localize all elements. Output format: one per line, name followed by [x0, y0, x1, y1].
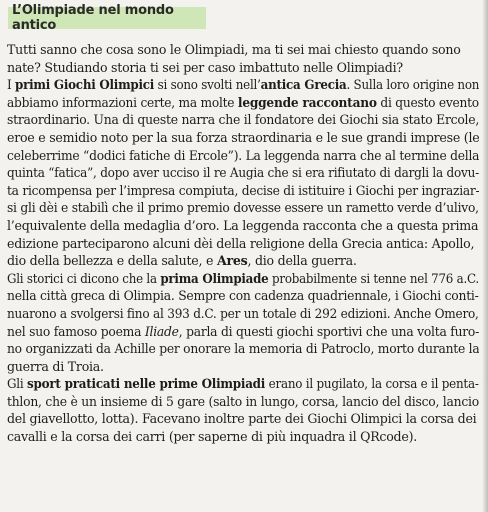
text-span: cavalli e la corsa dei carri (per saperne di più inquadra il QRcode). — [7, 429, 417, 445]
text-span: Tutti sanno che cosa sono le Olimpiadi, ma ti sei mai chiesto quando sono — [7, 42, 461, 57]
text-line — [7, 270, 479, 288]
text-span: celeberrime “dodici fatiche di Ercole”). La leggenda narra che al termine della — [7, 147, 479, 163]
bold-text: prima Olimpiade — [160, 270, 269, 286]
text-span: erano il pugilato, la corsa e il penta- — [265, 376, 479, 392]
text-span: , parla di questi giochi sportivi che una volta furo- — [178, 323, 479, 339]
section-heading-box — [8, 3, 206, 33]
text-line — [7, 94, 479, 112]
text-span: nate? Studiando storia ti sei per caso imbattuto nelle Olimpiadi? — [7, 59, 403, 75]
text-span: edizione parteciparono alcuni dèi della religione della Grecia antica: Apollo, — [7, 235, 475, 251]
text-line — [7, 287, 479, 305]
page-edge-shadow — [482, 0, 488, 512]
bold-text: leggende raccontano — [237, 94, 377, 110]
text-line — [7, 375, 479, 393]
text-span: thlon, che è un insieme di 5 gare (salto in lungo, corsa, lancio del disco, lancio — [7, 393, 479, 409]
text-line — [7, 410, 479, 428]
text-line — [7, 147, 479, 165]
text-span: nuarono a svolgersi fino al 393 d.C. per un totale di 292 edizioni. Anche Omero, — [7, 305, 479, 321]
text-line — [7, 235, 479, 253]
text-line — [7, 428, 479, 446]
text-line — [7, 358, 479, 376]
text-line — [7, 129, 479, 147]
text-line — [7, 340, 479, 358]
text-span: . Sulla loro origine non — [346, 77, 479, 93]
text-line — [7, 182, 479, 200]
text-span: guerra di Troia. — [7, 358, 104, 374]
text-span: , dio della guerra. — [247, 253, 357, 269]
text-span: si sono svolti nell’ — [154, 77, 261, 93]
text-span: si gli dèi e stabilì che il primo premio dovesse essere un rametto verde d’ulivo, — [7, 200, 479, 216]
text-span: eroe e semidio noto per la sua forza straordinaria e le sue grandi imprese (le — [7, 129, 479, 145]
bold-text: primi Giochi Olimpici — [15, 77, 155, 93]
text-line — [7, 59, 479, 77]
text-span: probabilmente si tenne nel 776 a.C. — [268, 270, 479, 286]
text-line — [7, 393, 479, 411]
text-span: Gli storici ci dicono che la — [7, 270, 161, 286]
body-text — [7, 41, 479, 446]
text-span: dio della bellezza e della salute, e — [7, 253, 217, 269]
text-span: no organizzati da Achille per onorare la memoria di Patroclo, morto durante la — [7, 341, 479, 357]
text-span: Gli — [7, 376, 28, 392]
text-span: quinta “fatica”, dopo aver ucciso il re Augia che si era rifiutato di dargli la dovu- — [7, 165, 479, 181]
text-line — [7, 76, 479, 94]
text-line — [7, 217, 479, 235]
text-span: I — [7, 77, 16, 93]
bold-text: sport praticati nelle prime Olimpiadi — [27, 376, 266, 392]
text-span: l’equivalente della medaglia d’oro. La leggenda racconta che a questa prima — [7, 217, 479, 233]
text-span: ta ricompensa per l’impresa compiuta, decise di istituire i Giochi per ingraziar- — [7, 182, 479, 198]
text-line — [7, 323, 479, 341]
text-span: abbiamo informazioni certe, ma molte — [7, 94, 238, 110]
text-line — [7, 199, 479, 217]
text-span: di questo evento — [376, 94, 479, 110]
text-line — [7, 164, 479, 182]
text-line — [7, 41, 479, 59]
bold-text: Ares — [216, 253, 248, 269]
section-heading: L’Olimpiade nel mondo antico — [12, 3, 174, 33]
text-line — [7, 305, 479, 323]
bold-text: antica Grecia — [260, 77, 347, 93]
italic-text: Iliade — [144, 323, 179, 339]
text-span: straordinario. Una di queste narra che il fondatore dei Giochi sia stato Ercole, — [7, 112, 479, 128]
text-line — [7, 111, 479, 129]
text-span: nel suo famoso poema — [7, 323, 145, 339]
text-span: nella città greca di Olimpia. Sempre con cadenza quadriennale, i Giochi conti- — [7, 288, 479, 304]
text-line — [7, 252, 479, 270]
text-span: del giavellotto, lotta). Facevano inoltre parte dei Giochi Olimpici la corsa dei — [7, 411, 477, 427]
